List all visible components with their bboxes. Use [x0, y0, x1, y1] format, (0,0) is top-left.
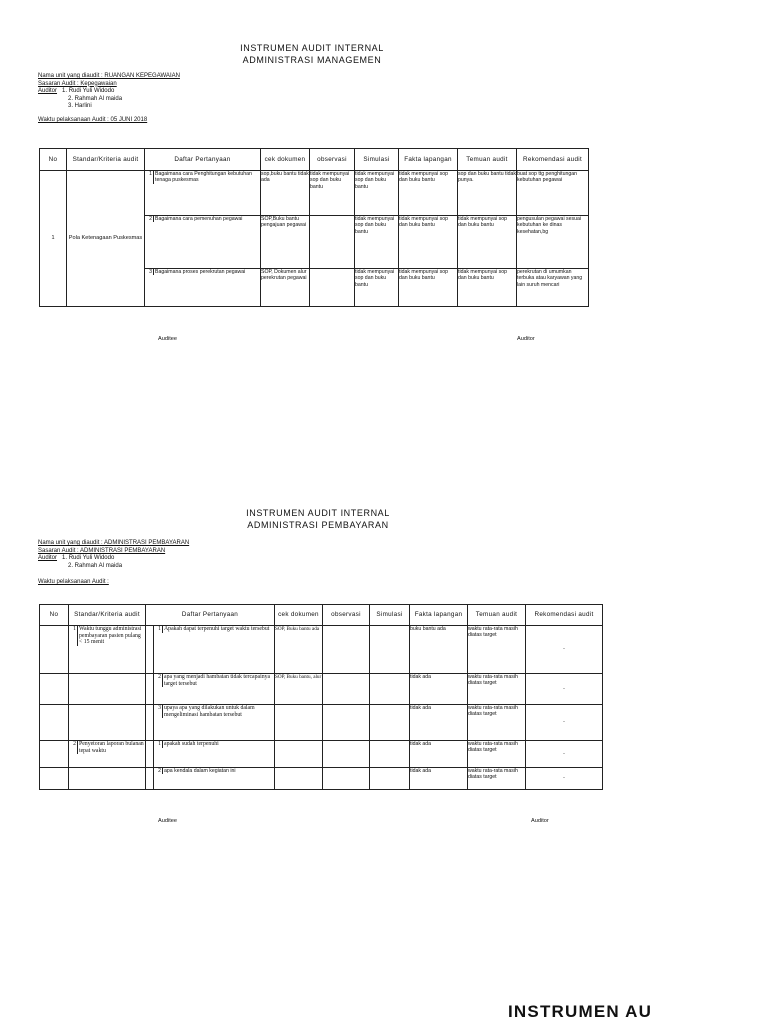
doc2-header-fakta: Fakta lapangan	[410, 605, 468, 626]
temuan-cell: waktu rata-rata masih diatas target	[468, 626, 526, 674]
doc1-header-standar: Standar/Kriteria audit	[67, 149, 145, 171]
doc2-header-temuan: Temuan audit	[468, 605, 526, 626]
question-number: 1	[158, 741, 161, 747]
simulasi-cell: tidak mempunyai sop dan buku bantu	[355, 269, 399, 307]
rekomendasi-cell: pengusulan pegawai sesuai kebutuhan ke dinas kesehatan,bg	[517, 216, 589, 269]
doc2-header-observasi: observasi	[323, 605, 370, 626]
fakta-cell: buku bantu ada	[410, 626, 468, 674]
temuan-cell: waktu rata-rata masih diatas target	[468, 705, 526, 741]
doc2-header-standar: Standar/Kriteria audit	[69, 605, 146, 626]
table-row	[40, 171, 589, 216]
fakta-cell: tidak ada	[410, 705, 468, 741]
fakta-cell: tidak ada	[410, 741, 468, 768]
observasi-cell: tidak mempunyai sop dan buku bantu	[310, 171, 355, 216]
doc2-sasaran: Sasaran Audit : ADMINISTRASI PEMBAYARAN	[38, 547, 166, 554]
question-number: 2	[158, 674, 161, 680]
doc2-header-cek: cek dokumen	[275, 605, 323, 626]
question-number: 1	[149, 171, 152, 177]
fakta-cell: tidak ada	[410, 674, 468, 705]
simulasi-cell: tidak mempunyai sop dan buku bantu	[355, 216, 399, 269]
doc1-header-no: No	[40, 149, 67, 171]
question-text: apa yang menjadi hambatan tidak tercapainya target tersebut	[162, 674, 274, 687]
doc2-title-line2: ADMINISTRASI PEMBAYARAN	[247, 520, 389, 530]
doc2-header-simulasi: Simulasi	[370, 605, 410, 626]
doc1-header-observasi: observasi	[310, 149, 355, 171]
fakta-cell: tidak ada	[410, 768, 468, 790]
question-number: 3	[149, 269, 152, 275]
doc2-unit: Nama unit yang diaudit : ADMINISTRASI PEMBAYARAN	[38, 540, 190, 546]
doc1-header-temuan: Temuan audit	[458, 149, 517, 171]
doc1-unit: Nama unit yang diaudit : RUANGAN KEPEGAWAIAN	[38, 73, 180, 79]
doc1-header-fakta: Fakta lapangan	[399, 149, 458, 171]
doc1-auditor-1: 1. Rudi Yuli Widodo	[62, 88, 115, 95]
cek-dokumen-cell: sop,buku bantu tidak ada	[261, 171, 310, 216]
doc1-header-simulasi: Simulasi	[355, 149, 399, 171]
table-row	[40, 674, 603, 705]
fakta-cell: tidak mempunyai sop dan buku bantu	[399, 216, 458, 269]
doc2-auditor-label: Auditor	[38, 555, 58, 562]
question-number: 2	[149, 216, 152, 222]
doc2-header-row	[40, 605, 603, 626]
observasi-cell	[310, 216, 355, 269]
cek-dokumen-cell: SOP, Dokumen alur perekrutan pegawai	[261, 269, 310, 307]
doc1-title-line1: INSTRUMEN AUDIT INTERNAL	[240, 43, 384, 53]
question-text: apakah sudah terpenuhi	[162, 741, 274, 748]
cek-dokumen-cell: SOP, Buku bantu, alur	[275, 674, 323, 705]
temuan-cell: tidak mempunyai sop dan buku bantu	[458, 216, 517, 269]
doc1-standar: Pola Ketenagaan Puskesmas	[67, 171, 145, 307]
doc1-auditor-label: Auditor	[38, 88, 58, 95]
question-text: Bagaimana cara Penghitungan kebutuhan tenaga puskesmas	[153, 171, 260, 184]
doc1-waktu: Waktu pelaksanaan Audit : 05 JUNI 2018	[38, 116, 148, 123]
doc2-title-line1: INSTRUMEN AUDIT INTERNAL	[246, 508, 390, 518]
observasi-cell	[310, 269, 355, 307]
cek-dokumen-cell	[275, 741, 323, 768]
doc2-auditee-sign: Auditee	[158, 818, 177, 824]
doc2-auditor-2: 2. Rahmah Al maida	[68, 562, 123, 569]
doc1-header-row	[40, 149, 589, 171]
doc1-title-line2: ADMINISTRASI MANAGEMEN	[242, 55, 382, 65]
doc1-row-no: 1	[51, 235, 55, 242]
doc2-header-rekomendasi: Rekomendasi audit	[526, 605, 603, 626]
doc1-header-cek: cek dokumen	[261, 149, 310, 171]
standard-text: Waktu tunggu administrasi pembayaran pasien pulang < 15 menit	[77, 626, 145, 646]
cek-dokumen-cell	[275, 705, 323, 741]
doc1-auditor-sign: Auditor	[517, 336, 535, 342]
question-text: upaya apa yang dilakukan untuk dalam mengeliminasi hambatan tersebut	[162, 705, 274, 718]
doc1-header-daftar: Daftar Pertanyaan	[145, 149, 261, 171]
question-text: Apakah dapat terpenuhi target waktu tersebut	[162, 626, 274, 633]
doc2-meta	[38, 540, 189, 587]
doc2-auditor-1: 1. Rudi Yuli Widodo	[62, 555, 115, 562]
question-number: 1	[158, 626, 161, 632]
doc2-auditor-sign: Auditor	[531, 818, 549, 824]
standard-number: 1	[73, 626, 76, 632]
question-number: 3	[158, 705, 161, 711]
question-text: apa kendala dalam kegiatan ini	[162, 768, 274, 774]
temuan-cell: sop dan buku bantu tidak punya.	[458, 171, 517, 216]
question-text: Bagaimana cara pemenuhan pegawai	[153, 216, 260, 222]
temuan-cell: waktu rata-rata masih diatas target	[468, 768, 526, 790]
doc1-sasaran: Sasaran Audit : Kepegawaian	[38, 80, 117, 87]
doc2-waktu: Waktu pelaksanaan Audit :	[38, 579, 109, 586]
doc2-audit-table	[39, 604, 603, 790]
doc2-header-daftar: Daftar Pertanyaan	[146, 605, 275, 626]
cek-dokumen-cell: SOP, Buku bantu ada	[275, 626, 323, 674]
doc1-meta	[38, 73, 180, 125]
cek-dokumen-cell	[275, 768, 323, 790]
question-number: 2	[158, 768, 161, 774]
temuan-cell: tidak mempunyai sop dan buku bantu	[458, 269, 517, 307]
doc2-header-no: No	[40, 605, 69, 626]
rekomendasi-cell: -	[526, 741, 603, 768]
table-row	[40, 741, 603, 768]
doc1-header-rekomendasi: Rekomendasi audit	[517, 149, 589, 171]
standard-number: 2	[73, 741, 76, 747]
doc1-auditee-sign: Auditee	[158, 336, 177, 342]
rekomendasi-cell: -	[526, 626, 603, 674]
rekomendasi-cell: -	[526, 674, 603, 705]
rekomendasi-cell: buat sop ttg penghitungan kebutuhan pegawai	[517, 171, 589, 216]
cek-dokumen-cell: SOP,Buku bantu pengajuan pegawai	[261, 216, 310, 269]
table-row	[40, 705, 603, 741]
simulasi-cell: tidak mempunyai sop dan buku bantu	[355, 171, 399, 216]
doc3-title: INSTRUMEN AU	[508, 1002, 653, 1021]
doc1-auditor-3: 3. Harlini	[68, 103, 92, 110]
table-row	[40, 768, 603, 790]
fakta-cell: tidak mempunyai sop dan buku bantu	[399, 269, 458, 307]
question-text: Bagaimana proses perekrutan pegawai	[153, 269, 260, 275]
rekomendasi-cell: -	[526, 705, 603, 741]
doc1-auditor-2: 2. Rahmah Al maida	[68, 95, 123, 102]
table-row	[40, 626, 603, 674]
doc1-audit-table	[39, 148, 589, 307]
fakta-cell: tidak mempunyai sop dan buku bantu	[399, 171, 458, 216]
rekomendasi-cell: perekrutan di umumkan terbuka atau karyawan yang lain suruh mencari	[517, 269, 589, 307]
temuan-cell: waktu rata-rata masih diatas target	[468, 674, 526, 705]
rekomendasi-cell: -	[526, 768, 603, 790]
standard-text: Penyetoran laporan bulanan tepat waktu	[79, 741, 144, 754]
temuan-cell: waktu rata-rata masih diatas target	[468, 741, 526, 768]
